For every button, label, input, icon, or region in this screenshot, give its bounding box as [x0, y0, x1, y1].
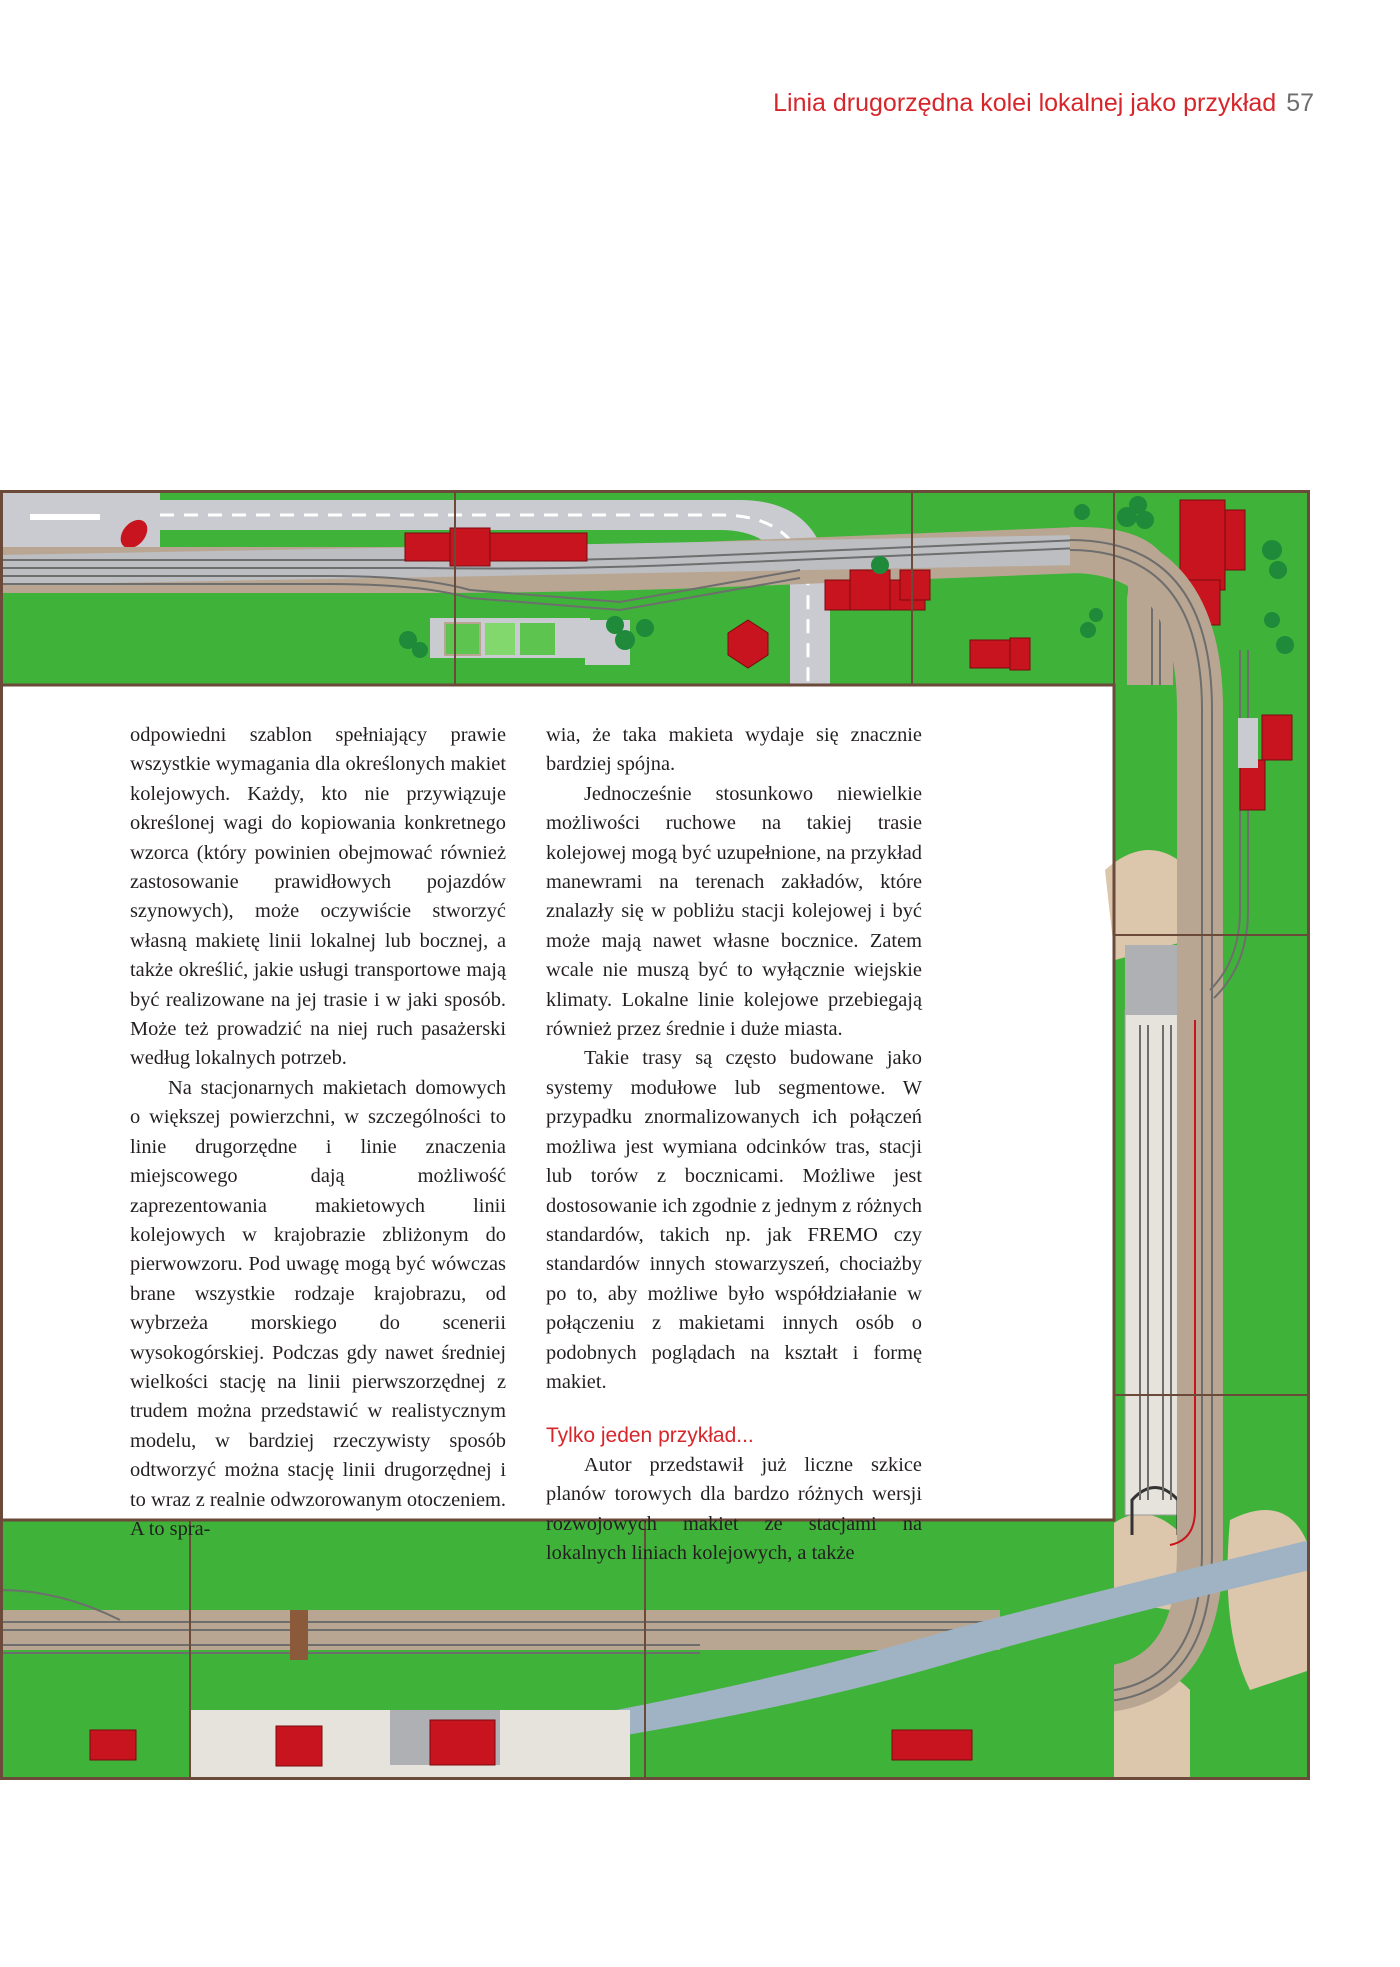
running-head: [773, 88, 1314, 118]
gardens-top: [430, 618, 630, 665]
text-column-2: [546, 721, 922, 1568]
section-heading: Tylko jeden przykład...: [546, 1424, 754, 1448]
chapter-title: Linia drugorzędna kolei lokalnej jako przykład: [773, 89, 1277, 117]
paragraph: Autor przedstawił już liczne szkice planów torowych dla bardzo różnych wersji rozwojowych makiet ze stacjami na lokalnych liniach kolejowych, a także: [546, 1453, 922, 1564]
paragraph: Jednocześnie stosunkowo niewielkie możliwości ruchowe na takiej trasie kolejowej mogą być uzupełnione, na przykład manewrami na terenach zakładów, które znalazły się w pobliżu stacji kolejowej i być może mają nawet własne bocznice. Zatem wcale nie muszą być to wyłącznie wiejskie klimaty. Lokalne linie kolejowe przebiegają również przez średnie i duże miasta.: [546, 782, 922, 1041]
page-number: 57: [1286, 89, 1314, 117]
paragraph: odpowiedni szablon spełniający prawie wszystkie wymagania dla określonych makiet kolejowych. Każdy, kto nie przywiązuje określonej wagi do kopiowania konkretnego wzorca (który powinien obejmować również zastosowanie prawidłowych pojazdów szynowych), może oczywiście stworzyć własną makietę linii lokalnej lub bocznej, a także określić, jakie usługi transportowe mają być realizowane na jej trasie i w jaki sposób. Może też prowadzić na niej ruch pasażerski według lokalnych potrzeb.: [130, 724, 506, 1070]
paragraph: wia, że taka makieta wydaje się znacznie bardziej spójna.: [546, 724, 922, 776]
paragraph: Na stacjonarnych makietach domowych o większej powierzchni, w szczególności to linie drugorzędne i linie znaczenia miejscowego dają możliwość zaprezentowania makietowych linii kolejowych w krajobrazie zbliżonym do pierwowzoru. Pod uwagę mogą być wówczas brane wszystkie rodzaje krajobrazu, od wybrzeża morskiego do scenerii wysokogórskiej. Podczas gdy nawet średniej wielkości stację na linii pierwszorzędnej z trudem można przedstawić w realistycznym modelu, w bardziej rzeczywisty sposób odtworzyć można stację linii drugorzędnej i to wraz z realnie odwzorowanym otoczeniem. A to spra-: [130, 1076, 506, 1540]
text-column-1: [130, 721, 506, 1544]
paragraph: Takie trasy są często budowane jako systemy modułowe lub segmentowe. W przypadku znormalizowanych ich połączeń możliwa jest wymiana odcinków tras, stacji lub torów z bocznicami. Możliwe jest dostosowanie ich zgodnie z jednym z różnych standardów, takich np. jak FREMO czy standardów innych stowarzyszeń, chociażby po to, aby możliwe było współdziałanie w połączeniu z makietami innych osób o podobnych poglądach na kształt i formę makiet.: [546, 1047, 922, 1393]
